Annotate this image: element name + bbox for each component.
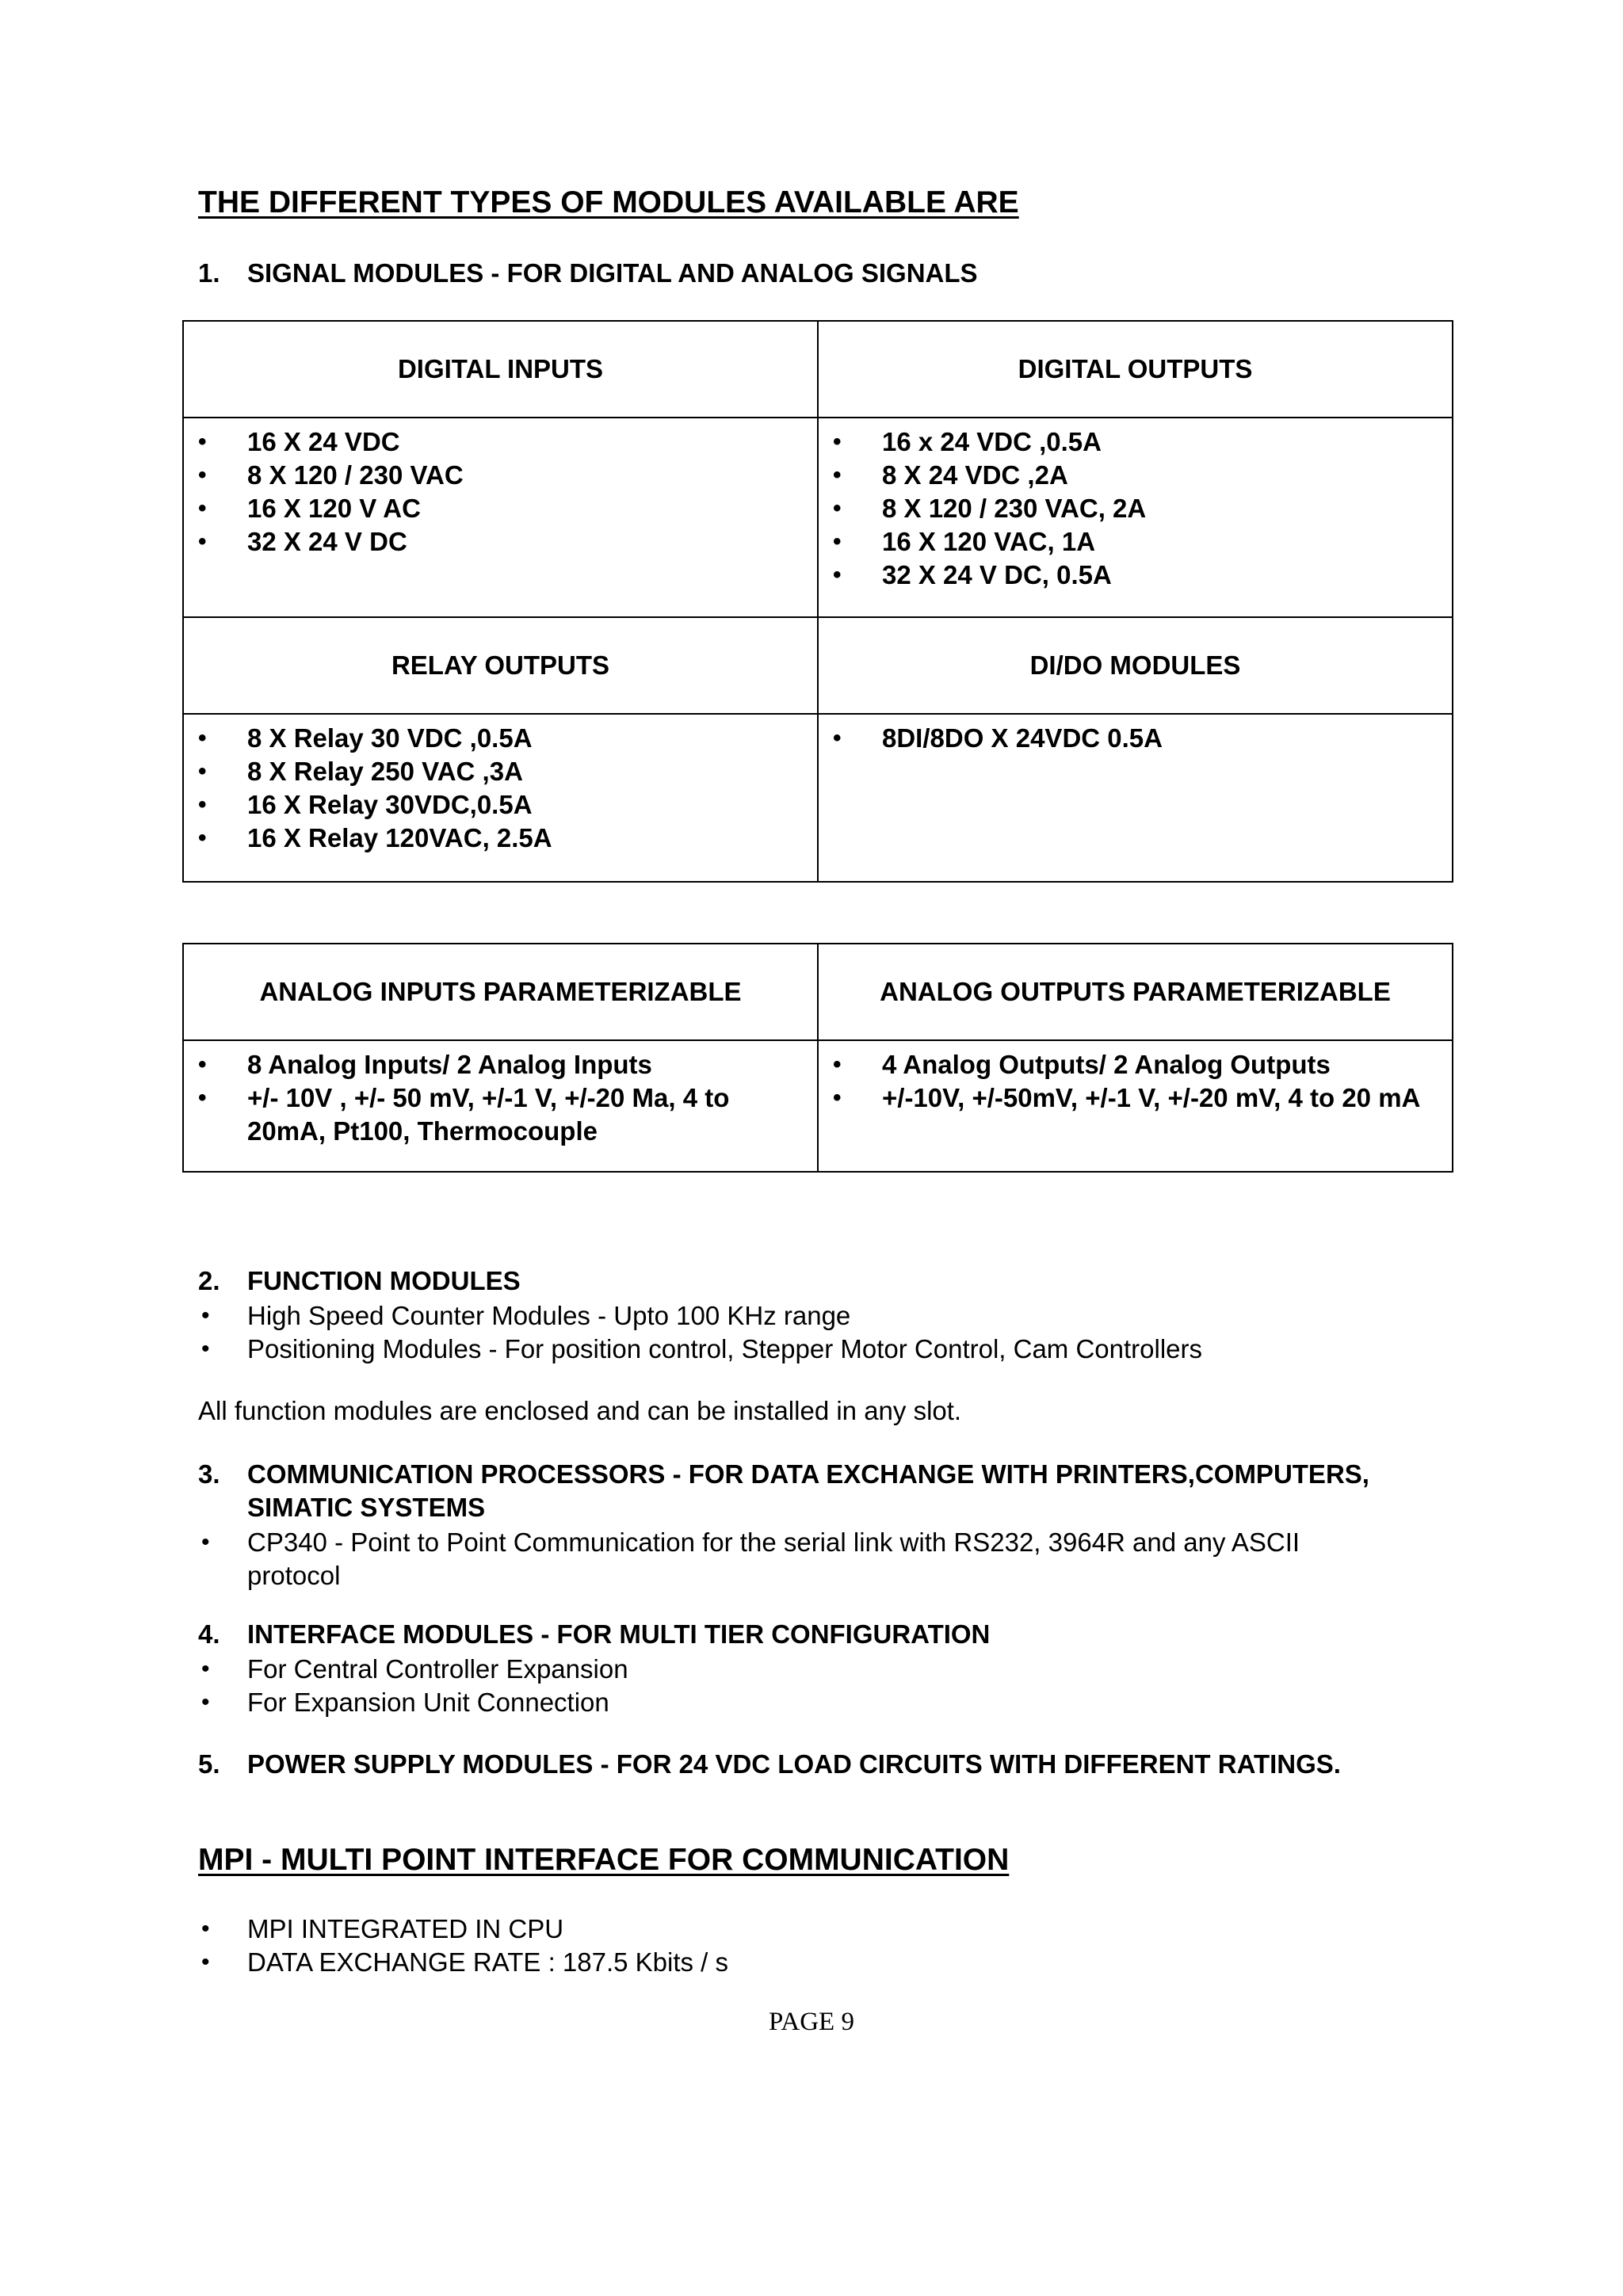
list-item: • 16 X 120 VAC, 1A — [833, 527, 1096, 556]
digital-relay-modules-table — [182, 320, 1453, 883]
list-item: • For Expansion Unit Connection — [201, 1688, 609, 1717]
header-digital-inputs: DIGITAL INPUTS — [183, 321, 818, 418]
list-item: • +/- 10V , +/- 50 mV, +/-1 V, +/-20 Ma, 4 to 20mA, Pt100, Thermocouple — [198, 1083, 730, 1146]
list-item: • 16 X 24 VDC — [198, 427, 400, 456]
section-number: 3. — [198, 1459, 220, 1489]
header-analog-outputs: ANALOG OUTPUTS PARAMETERIZABLE — [818, 944, 1453, 1040]
list-item: • DATA EXCHANGE RATE : 187.5 Kbits / s — [201, 1947, 729, 1977]
list-item: • 8 X Relay 250 VAC ,3A — [198, 757, 523, 786]
mpi-list — [198, 1913, 728, 1979]
list-item: • 16 X Relay 30VDC,0.5A — [198, 790, 533, 819]
list-item: • 16 X Relay 120VAC, 2.5A — [198, 823, 552, 852]
function-modules-list — [198, 1299, 1202, 1366]
header-dido-modules: DI/DO MODULES — [818, 617, 1453, 714]
header-relay-outputs: RELAY OUTPUTS — [183, 617, 818, 714]
list-item: • 16 X 120 V AC — [198, 494, 421, 523]
cell-analog-outputs — [818, 1040, 1453, 1172]
cell-analog-inputs — [183, 1040, 818, 1172]
cell-digital-inputs — [183, 418, 818, 617]
list-item: • 8DI/8DO X 24VDC 0.5A — [833, 723, 1163, 753]
list-item: • 16 x 24 VDC ,0.5A — [833, 427, 1102, 456]
function-note: All function modules are enclosed and can be installed in any slot. — [198, 1396, 962, 1425]
section-title-continued: SIMATIC SYSTEMS — [247, 1493, 486, 1522]
page-number: PAGE 9 — [769, 2008, 854, 2036]
section-function-modules — [198, 1266, 521, 1296]
list-item: • 8 X 24 VDC ,2A — [833, 460, 1068, 490]
section-signal-modules — [198, 258, 978, 288]
section-title: POWER SUPPLY MODULES - FOR 24 VDC LOAD CIRCUITS WITH DIFFERENT RATINGS. — [247, 1749, 1341, 1779]
list-item-continued: protocol — [247, 1561, 341, 1590]
list-item: • MPI INTEGRATED IN CPU — [201, 1914, 564, 1943]
section-power-supply-modules — [198, 1749, 1341, 1779]
list-item: • 32 X 24 V DC — [198, 527, 407, 556]
interface-modules-list — [198, 1653, 628, 1719]
analog-modules-table — [182, 943, 1453, 1173]
header-digital-outputs: DIGITAL OUTPUTS — [818, 321, 1453, 418]
cell-relay-outputs — [183, 714, 818, 882]
cell-digital-outputs — [818, 418, 1453, 617]
list-item: • 8 X 120 / 230 VAC, 2A — [833, 494, 1147, 523]
header-analog-inputs: ANALOG INPUTS PARAMETERIZABLE — [183, 944, 818, 1040]
mpi-heading: MPI - MULTI POINT INTERFACE FOR COMMUNICATION — [198, 1843, 1010, 1877]
section-title: FUNCTION MODULES — [247, 1266, 521, 1295]
section-title: INTERFACE MODULES - FOR MULTI TIER CONFIGURATION — [247, 1619, 991, 1649]
section-number: 4. — [198, 1619, 220, 1649]
list-item: • 8 X 120 / 230 VAC — [198, 460, 464, 490]
list-item: • For Central Controller Expansion — [201, 1654, 628, 1684]
section-number: 2. — [198, 1266, 220, 1295]
list-item: • Positioning Modules - For position control, Stepper Motor Control, Cam Controllers — [201, 1334, 1203, 1363]
list-item: • 8 X Relay 30 VDC ,0.5A — [198, 723, 533, 753]
list-item: • 8 Analog Inputs/ 2 Analog Inputs — [198, 1050, 652, 1079]
communication-list — [198, 1526, 1300, 1592]
list-item: • 4 Analog Outputs/ 2 Analog Outputs — [833, 1050, 1331, 1079]
section-communication-processors — [198, 1459, 1369, 1489]
section-title: SIGNAL MODULES - FOR DIGITAL AND ANALOG SIGNALS — [247, 258, 978, 288]
section-title: COMMUNICATION PROCESSORS - FOR DATA EXCHANGE WITH PRINTERS,COMPUTERS, — [247, 1459, 1369, 1489]
section-number: 5. — [198, 1749, 220, 1779]
list-item: • High Speed Counter Modules - Upto 100 KHz range — [201, 1301, 851, 1330]
cell-dido-modules — [818, 714, 1453, 882]
list-item: • 32 X 24 V DC, 0.5A — [833, 560, 1112, 589]
main-heading: THE DIFFERENT TYPES OF MODULES AVAILABLE ARE — [198, 185, 1019, 219]
list-item: • CP340 - Point to Point Communication for the serial link with RS232, 3964R and any ASCII — [201, 1527, 1300, 1557]
section-number: 1. — [198, 258, 220, 288]
list-item: • +/-10V, +/-50mV, +/-1 V, +/-20 mV, 4 to 20 mA — [833, 1083, 1421, 1112]
section-interface-modules — [198, 1619, 990, 1650]
